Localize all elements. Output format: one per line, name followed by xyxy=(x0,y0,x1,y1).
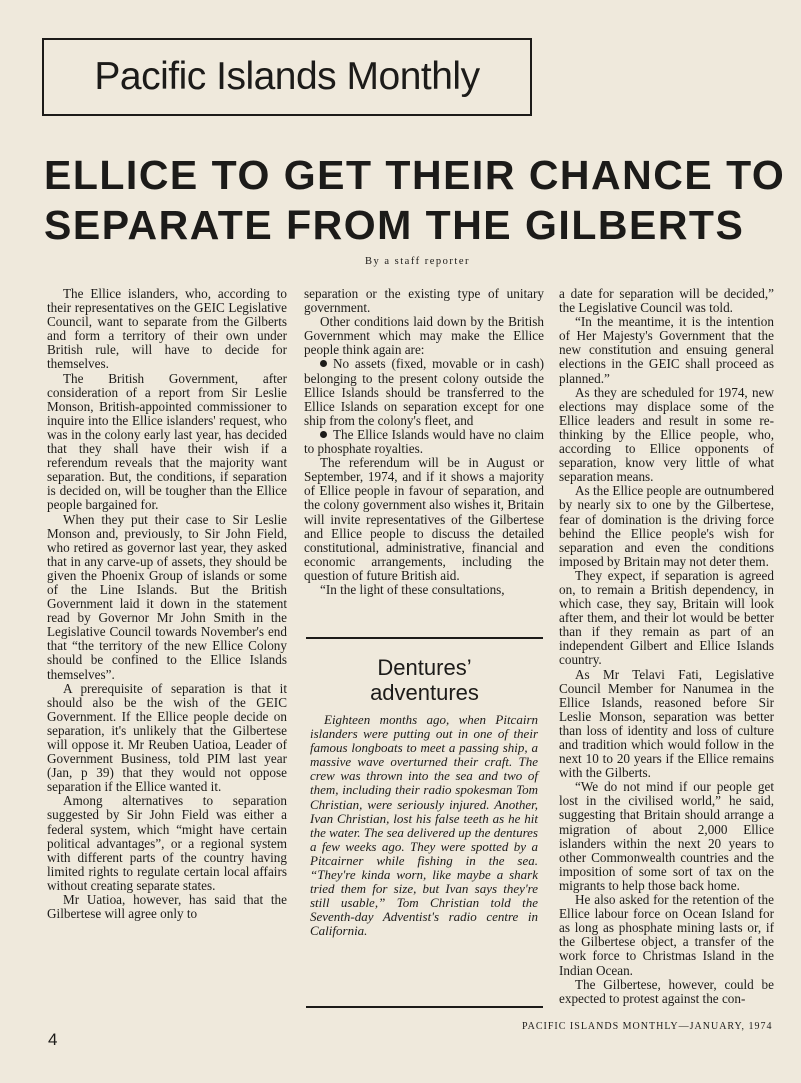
headline-line-2: SEPARATE FROM THE GILBERTS xyxy=(44,202,745,248)
article-paragraph: separation or the existing type of unitary government. xyxy=(304,286,544,316)
article-paragraph: As Mr Telavi Fati, Legislative Council Member for Nanumea in the Ellice Islands, reasoned before Sir Leslie Monson, separation was better than loss of identity and loss of culture and tradition which would follow in the next 10 to 20 years if the Ellice remains with the Gilberts. xyxy=(559,666,774,781)
article-paragraph: Mr Uatioa, however, has said that the Gilbertese will agree only to xyxy=(47,892,287,922)
bullet-item xyxy=(304,428,544,456)
sidebar-title-line-2: adventures xyxy=(370,680,479,705)
article-column-3 xyxy=(559,287,774,1006)
bullet-text: The Ellice Islands would have no claim to phosphate royalties. xyxy=(304,426,544,457)
article-paragraph: As they are scheduled for 1974, new elections may displace some of the Ellice leaders and result in some re-thinking by the Ellice people, who, according to Ellice opponents of separation, know very little of what separation means. xyxy=(559,384,774,485)
sidebar-title xyxy=(306,655,543,705)
article-paragraph: a date for separation will be decided,” the Legislative Council was told. xyxy=(559,286,774,316)
article-paragraph: Among alternatives to separation suggested by Sir John Field was either a federal system, which “might have certain political advantages”, or a regional system with different parts of the country having limited rights to regulate certain local affairs without creating separate states. xyxy=(47,793,287,893)
masthead-title: Pacific Islands Monthly xyxy=(94,55,480,98)
bullet-item xyxy=(304,357,544,427)
byline: By a staff reporter xyxy=(365,256,470,267)
masthead xyxy=(42,38,532,116)
sidebar-bottom-rule xyxy=(306,1006,543,1008)
bullet-icon xyxy=(320,431,327,438)
article-paragraph: The Ellice islanders, who, according to their representatives on the GEIC Legislative Council, want to separate from the Gilberts and form a territory of their own under British rule, will have to decide for themselves. xyxy=(47,286,287,372)
article-column-1 xyxy=(47,287,287,921)
headline-line-1: ELLICE TO GET THEIR CHANCE TO xyxy=(44,152,786,198)
article-paragraph: “In the light of these consultations, xyxy=(320,581,505,597)
article-paragraph: He also asked for the retention of the Ellice labour force on Ocean Island for as long as phosphate mining lasts or, if the Gilbertese object, a transfer of the work force to Christmas Island in the Indian Ocean. xyxy=(559,892,774,978)
article-paragraph: “We do not mind if our people get lost in the civilised world,” he said, suggesting that Britain should arrange a migration of about 2,000 Ellice islanders within the next 20 years to other Commonwealth countries and the imposition of some sort of tax on the migrants to help those back home. xyxy=(559,779,774,893)
article-paragraph: The Gilbertese, however, could be expected to protest against the con- xyxy=(559,976,774,1006)
article-paragraph: A prerequisite of separation is that it should also be the wish of the GEIC Government. If the Ellice people decide on separation, it's unlikely that the Gilbertese will oppose it. Mr Reuben Uatioa, Leader of Government Business, told PIM last year (Jan, p 39) that they would not oppose separation if the Ellice wanted it. xyxy=(47,680,287,795)
article-column-2 xyxy=(304,287,544,597)
article-paragraph: As the Ellice people are outnumbered by nearly six to one by the Gilbertese, fear of domination is the driving force behind the Ellice people's wish for separation and even the conditions imposed by Britain may not deter them. xyxy=(559,483,774,569)
sidebar-title-line-1: Dentures’ xyxy=(377,655,472,680)
article-paragraph: The referendum will be in August or September, 1974, and if it shows a majority of Ellice people in favour of separation, and the colony government also wishes it, Britain will invite representatives of the Gilbertese and Ellice people to discuss the detailed constitutional, administrative, financial and economic arrangements, including the question of future British aid. xyxy=(304,455,544,583)
headline xyxy=(44,150,786,250)
bullet-text: No assets (fixed, movable or in cash) belonging to the present colony outside the Ellice Islands should be transferred to the Ellice Islands on separation except for one ship from the colony's fleet, and xyxy=(304,356,544,428)
sidebar-top-rule xyxy=(306,637,543,639)
footer-publication: PACIFIC ISLANDS MONTHLY—JANUARY, 1974 xyxy=(522,1021,773,1032)
article-paragraph: When they put their case to Sir Leslie Monson and, previously, to Sir John Field, who retired as governor last year, they asked that in any carve-up of assets, they should be given the Phoenix Group of islands or some of the Line Islands. But the British Government laid it down in the statement read by Governor Mr John Smith in the Legislative Council towards November's end that “the territory of the new Ellice Colony should be confined to the Ellice Islands themselves”. xyxy=(47,511,287,682)
article-paragraph: The British Government, after consideration of a report from Sir Leslie Monson, British-appointed commissioner to inquire into the Ellice islanders' request, who was in the colony early last year, has decided that they shall have their wish if a referendum reveals that the majority want separation. But, the conditions, if separation is decided on, will be tougher than the Ellice people bargained for. xyxy=(47,370,287,513)
article-paragraph: “In the meantime, it is the intention of Her Majesty's Government that the new constitution and ensuing general elections in the GEIC shall proceed as planned.” xyxy=(559,314,774,386)
article-paragraph: Other conditions laid down by the British Government which may make the Ellice people think again are: xyxy=(304,314,544,358)
page-number: 4 xyxy=(48,1030,58,1049)
bullet-icon xyxy=(320,360,327,367)
sidebar-body xyxy=(310,713,538,939)
sidebar-paragraph: Eighteen months ago, when Pitcairn islanders were putting out in one of their famous longboats to meet a passing ship, a massive wave overturned their craft. The crew was thrown into the sea and two of them, including their radio spokesman Tom Christian, were seriously injured. Another, Ivan Christian, lost his false teeth as he hit the water. The sea delivered up the dentures a few weeks ago. They were spotted by a Pitcairner while fishing in the sea. “They're kinda worn, like maybe a shark tried them for size, but Ivan says they're still usable,” Tom Christian told the Seventh-day Adventist's radio centre in California. xyxy=(310,712,538,939)
article-paragraph: They expect, if separation is agreed on, to remain a British dependency, in which case, they say, Britain will look after them, and their lot would be better than if they remain as part of an independent Gilbert and Ellice Islands country. xyxy=(559,567,774,668)
